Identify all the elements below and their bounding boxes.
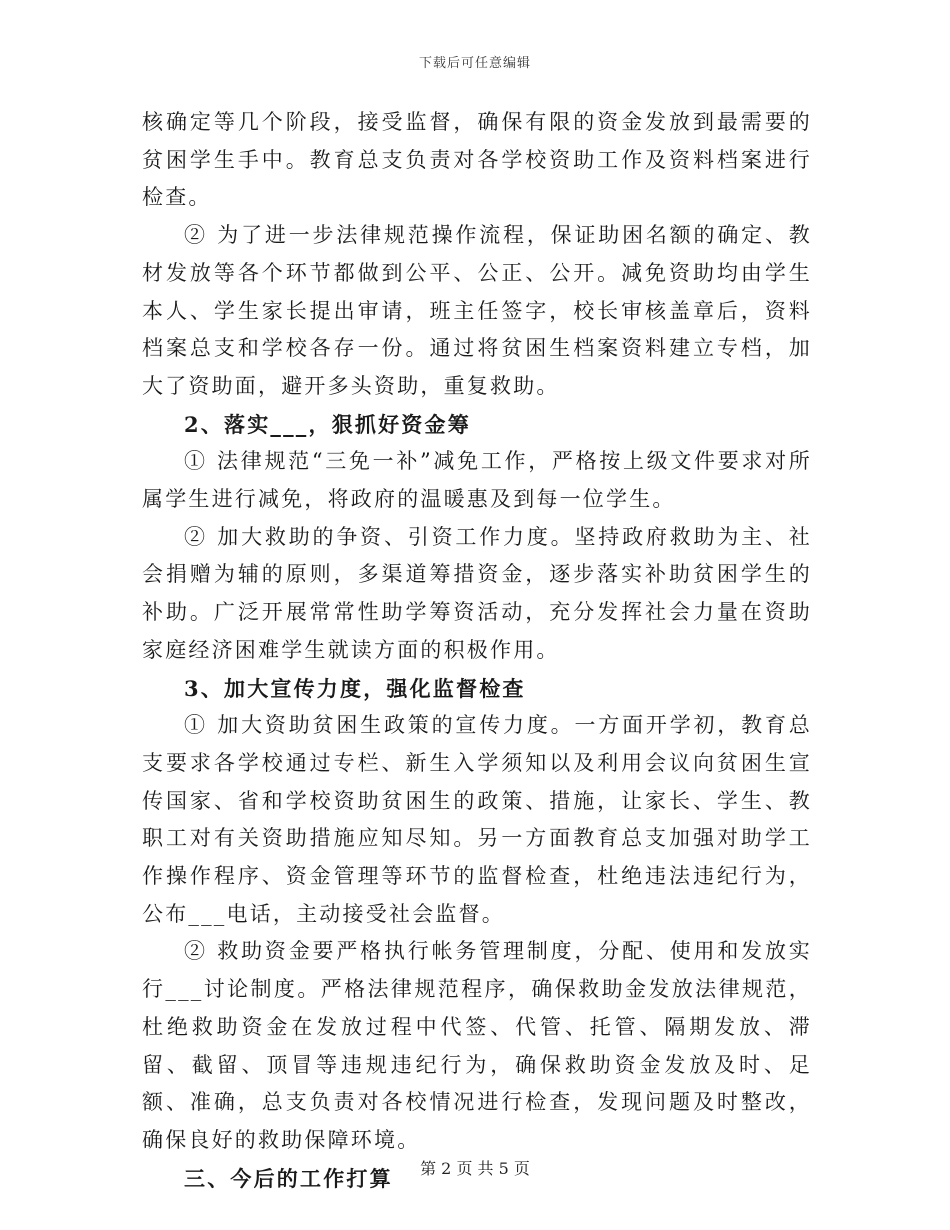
paragraph-item: ① 加大资助贫困生政策的宣传力度。一方面开学初，教育总支要求各学校通过专栏、新生入学须知以及利用会议向贫困生宣传国家、省和学校资助贫困生的政策、措施，让家长、学生、教职工对有关资助措施应知尽知。另一方面教育总支加强对助学工作操作程序、资金管理等环节的监督检查，杜绝违法违纪行为，公布___电话，主动接受社会监督。 <box>142 713 812 926</box>
section-heading: 2、落实___，狠抓好资金筹 <box>184 411 471 437</box>
document-body <box>142 104 812 1197</box>
page-number: 第 2 页 共 5 页 <box>420 1159 530 1178</box>
paragraph-item: ② 为了进一步法律规范操作流程，保证助困名额的确定、教材发放等各个环节都做到公平、公正、公开。减免资助均由学生本人、学生家长提出审请，班主任签字，校长审核盖章后，资料档案总支和学校各存一份。通过将贫困生档案资料建立专档，加大了资助面，避开多头资助，重复救助。 <box>142 223 812 398</box>
paragraph-continuation: 核确定等几个阶段，接受监督，确保有限的资金发放到最需要的贫困学生手中。教育总支负责对各学校资助工作及资料档案进行检查。 <box>142 110 812 210</box>
section-heading: 3、加大宣传力度，强化监督检查 <box>184 675 526 701</box>
paragraph-item: ① 法律规范“三免一补”减免工作，严格按上级文件要求对所属学生进行减免，将政府的温暖惠及到每一位学生。 <box>142 449 812 512</box>
section-heading: 三、今后的工作打算 <box>184 1165 393 1191</box>
paragraph-item: ② 加大救助的争资、引资工作力度。坚持政府救助为主、社会捐赠为辅的原则，多渠道筹措资金，逐步落实补助贫困学生的补助。广泛开展常常性助学筹资活动，充分发挥社会力量在资助家庭经济困难学生就读方面的积极作用。 <box>142 524 812 662</box>
page-header-note: 下载后可任意编辑 <box>418 56 531 71</box>
paragraph-item: ② 救助资金要严格执行帐务管理制度，分配、使用和发放实行___讨论制度。严格法律规范程序，确保救助金发放法律规范，杜绝救助资金在发放过程中代签、代管、托管、隔期发放、滞留、截留、顶冒等违规违纪行为，确保救助资金发放及时、足额、准确，总支负责对各校情况进行检查，发现问题及时整改，确保良好的救助保障环境。 <box>142 939 812 1152</box>
